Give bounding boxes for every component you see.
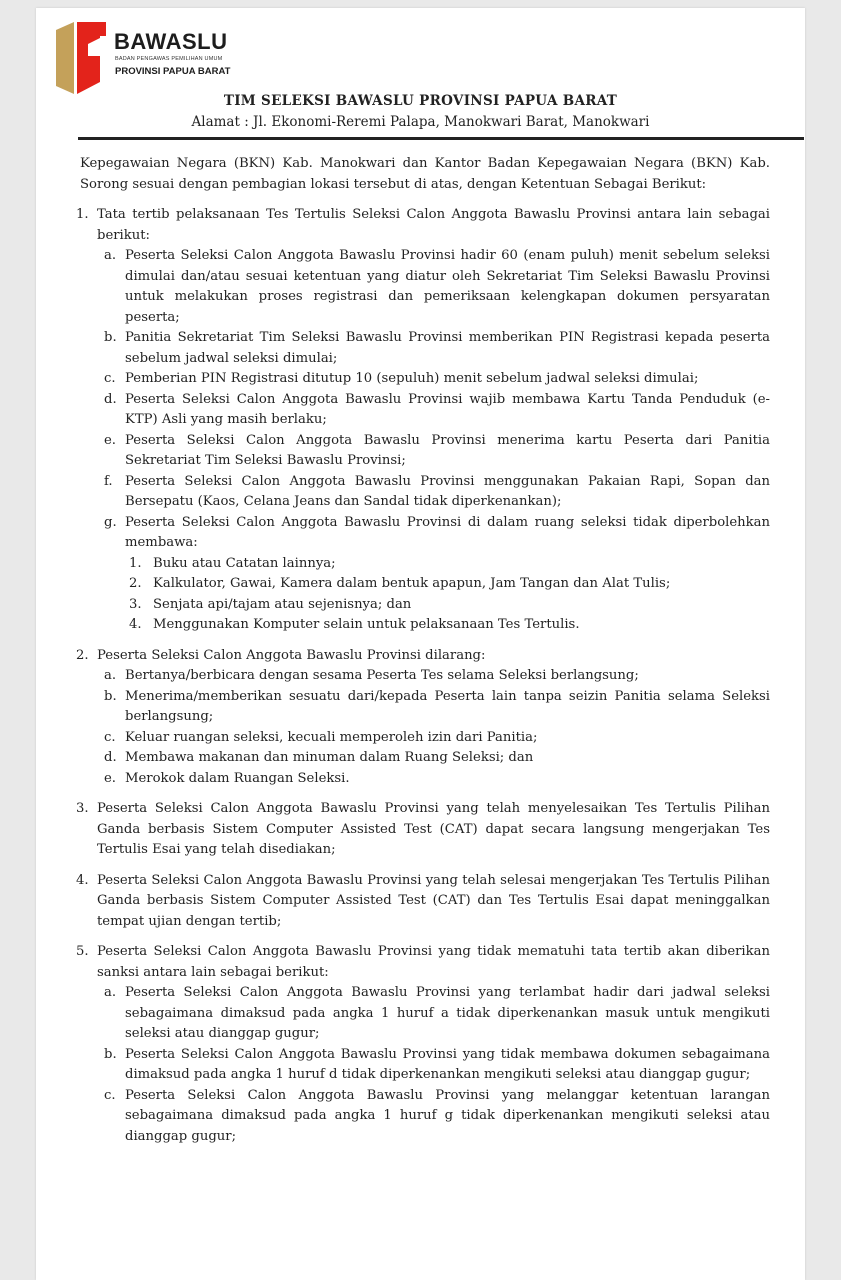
sub-text: Panitia Sekretariat Tim Seleksi Bawaslu Provinsi memberikan PIN Registrasi kepada peserta sebelum jadwal seleksi dimulai; (125, 330, 770, 366)
sub-letter: c. (104, 729, 116, 745)
list-text: Peserta Seleksi Calon Anggota Bawaslu Provinsi yang tidak mematuhi tata tertib akan diberikan sanksi antara lain sebagai berikut: (97, 944, 770, 980)
sub-item (97, 748, 770, 769)
sub-text: Merokok dalam Ruangan Seleksi. (125, 770, 350, 786)
list-number: 5. (76, 944, 89, 959)
sub-text: Keluar ruangan seleksi, kecuali memperoleh izin dari Panitia; (125, 729, 538, 745)
sub-letter: g. (104, 514, 117, 530)
prohibited-item (125, 574, 770, 595)
rules-list (76, 205, 770, 1147)
sub-text: Peserta Seleksi Calon Anggota Bawaslu Provinsi menerima kartu Peserta dari Panitia Sekretariat Tim Seleksi Bawaslu Provinsi; (125, 432, 770, 468)
sub-item (97, 1045, 770, 1086)
sub-letter: b. (104, 1046, 117, 1062)
list-item-1 (76, 205, 770, 636)
sub-item (97, 769, 770, 790)
sub-letter: e. (104, 432, 116, 448)
intro-paragraph: Kepegawaian Negara (BKN) Kab. Manokwari dan Kantor Badan Kepegawaian Negara (BKN) Kab. Sorong sesuai dengan pembagian lokasi tersebut di atas, dengan Ketentuan Sebagai Berikut: (80, 156, 770, 192)
sub-item (97, 687, 770, 728)
letterhead-title: TIM SELEKSI BAWASLU PROVINSI PAPUA BARAT (223, 93, 618, 109)
list-number: 3. (76, 801, 89, 816)
prohibited-items-list (125, 554, 770, 636)
bawaslu-emblem-icon (48, 16, 110, 96)
prohibited-text: Senjata api/tajam atau sejenisnya; dan (153, 596, 412, 612)
list-number: 2. (76, 647, 89, 663)
sub-letter: c. (104, 371, 116, 386)
list-text: Tata tertib pelaksanaan Tes Tertulis Seleksi Calon Anggota Bawaslu Provinsi antara lain sebagai berikut: (97, 207, 770, 243)
sub-item (97, 246, 770, 328)
sub-list (97, 983, 770, 1147)
sub-item (97, 328, 770, 369)
list-text: Peserta Seleksi Calon Anggota Bawaslu Provinsi dilarang: (97, 647, 486, 663)
sub-letter: b. (104, 688, 117, 704)
prohibited-number: 1. (129, 555, 142, 571)
sub-text: Peserta Seleksi Calon Anggota Bawaslu Provinsi wajib membawa Kartu Tanda Penduduk (e-KTP) Asli yang masih berlaku; (125, 391, 770, 427)
sub-item (97, 983, 770, 1045)
sub-letter: d. (104, 391, 117, 407)
document-page (36, 8, 805, 1280)
list-item-4 (76, 871, 770, 933)
list-item-3 (76, 799, 770, 861)
sub-text: Peserta Seleksi Calon Anggota Bawaslu Provinsi menggunakan Pakaian Rapi, Sopan dan Bersepatu (Kaos, Celana Jeans dan Sandal tidak diperkenankan); (125, 473, 770, 509)
prohibited-text: Kalkulator, Gawai, Kamera dalam bentuk apapun, Jam Tangan dan Alat Tulis; (153, 576, 671, 591)
sub-list (97, 246, 770, 636)
prohibited-text: Buku atau Catatan lainnya; (153, 555, 336, 571)
sub-letter: a. (104, 668, 117, 683)
sub-letter: e. (104, 770, 116, 786)
sub-item (97, 513, 770, 636)
list-item-5 (76, 942, 770, 1147)
sub-text: Menerima/memberikan sesuatu dari/kepada Peserta lain tanpa seizin Panitia selama Seleksi berlangsung; (125, 688, 770, 724)
sub-item (97, 369, 770, 390)
logo-name: BAWASLU (114, 29, 228, 54)
sub-text: Peserta Seleksi Calon Anggota Bawaslu Provinsi yang terlambat hadir dari jadwal seleksi sebagaimana dimaksud pada angka 1 huruf a tidak diperkenankan masuk untuk mengikuti seleksi atau dianggap gugur; (125, 985, 770, 1041)
sub-letter: b. (104, 330, 117, 345)
sub-letter: a. (104, 985, 117, 1000)
sub-letter: f. (104, 473, 113, 489)
sub-item (97, 431, 770, 472)
sub-text: Membawa makanan dan minuman dalam Ruang Seleksi; dan (125, 750, 534, 765)
sub-text: Peserta Seleksi Calon Anggota Bawaslu Provinsi yang melanggar ketentuan larangan sebagaimana dimaksud pada angka 1 huruf g tidak diperkenankan mengikuti seleksi atau dianggap gugur; (125, 1087, 770, 1144)
document-body (76, 154, 770, 1157)
list-text: Peserta Seleksi Calon Anggota Bawaslu Provinsi yang telah selesai mengerjakan Tes Tertulis Pilihan Ganda berbasis Sistem Computer Assisted Test (CAT) dan Tes Tertulis Esai dapat meninggalkan tempat ujian dengan tertib; (97, 872, 770, 929)
sub-item (97, 666, 770, 687)
sub-item (97, 472, 770, 513)
list-number: 1. (76, 207, 89, 222)
sub-text: Pemberian PIN Registrasi ditutup 10 (sepuluh) menit sebelum jadwal seleksi dimulai; (125, 371, 699, 386)
sub-text: Peserta Seleksi Calon Anggota Bawaslu Provinsi di dalam ruang seleksi tidak diperbolehkan membawa: (125, 514, 770, 550)
prohibited-text: Menggunakan Komputer selain untuk pelaksanaan Tes Tertulis. (153, 617, 580, 632)
logo-province: PROVINSI PAPUA BARAT (115, 66, 231, 77)
sub-text: Bertanya/berbicara dengan sesama Peserta Tes selama Seleksi berlangsung; (125, 668, 639, 683)
letterhead-address: Alamat : Jl. Ekonomi-Reremi Palapa, Manokwari Barat, Manokwari (191, 114, 650, 130)
list-text: Peserta Seleksi Calon Anggota Bawaslu Provinsi yang telah menyelesaikan Tes Tertulis Pilihan Ganda berbasis Sistem Computer Assisted Test (CAT) dapat secara langsung mengerjakan Tes Tertulis Esai yang telah disediakan; (97, 801, 770, 857)
letterhead-rule (78, 137, 804, 140)
bawaslu-logo (48, 16, 278, 96)
sub-item (97, 390, 770, 431)
sub-letter: c. (104, 1087, 116, 1103)
sub-text: Peserta Seleksi Calon Anggota Bawaslu Provinsi yang tidak membawa dokumen sebagaimana dimaksud pada angka 1 huruf d tidak diperkenankan mengikuti seleksi atau dianggap gugur; (125, 1046, 770, 1082)
sub-text: Peserta Seleksi Calon Anggota Bawaslu Provinsi hadir 60 (enam puluh) menit sebelum seleksi dimulai dan/atau sesuai ketentuan yang diatur oleh Sekretariat Tim Seleksi Bawaslu Provinsi untuk melakukan proses registrasi dan pemeriksaan kelengkapan dokumen persyaratan peserta; (125, 248, 770, 325)
list-number: 4. (76, 872, 89, 888)
prohibited-number: 2. (129, 576, 142, 591)
prohibited-item (125, 595, 770, 616)
prohibited-item (125, 554, 770, 575)
sub-list (97, 666, 770, 789)
logo-subtitle: BADAN PENGAWAS PEMILIHAN UMUM (115, 56, 223, 62)
sub-letter: a. (104, 248, 117, 263)
sub-item (97, 1086, 770, 1148)
prohibited-item (125, 615, 770, 636)
sub-letter: d. (104, 750, 117, 765)
prohibited-number: 4. (129, 617, 142, 632)
prohibited-number: 3. (129, 596, 142, 612)
list-item-2 (76, 646, 770, 790)
sub-item (97, 728, 770, 749)
